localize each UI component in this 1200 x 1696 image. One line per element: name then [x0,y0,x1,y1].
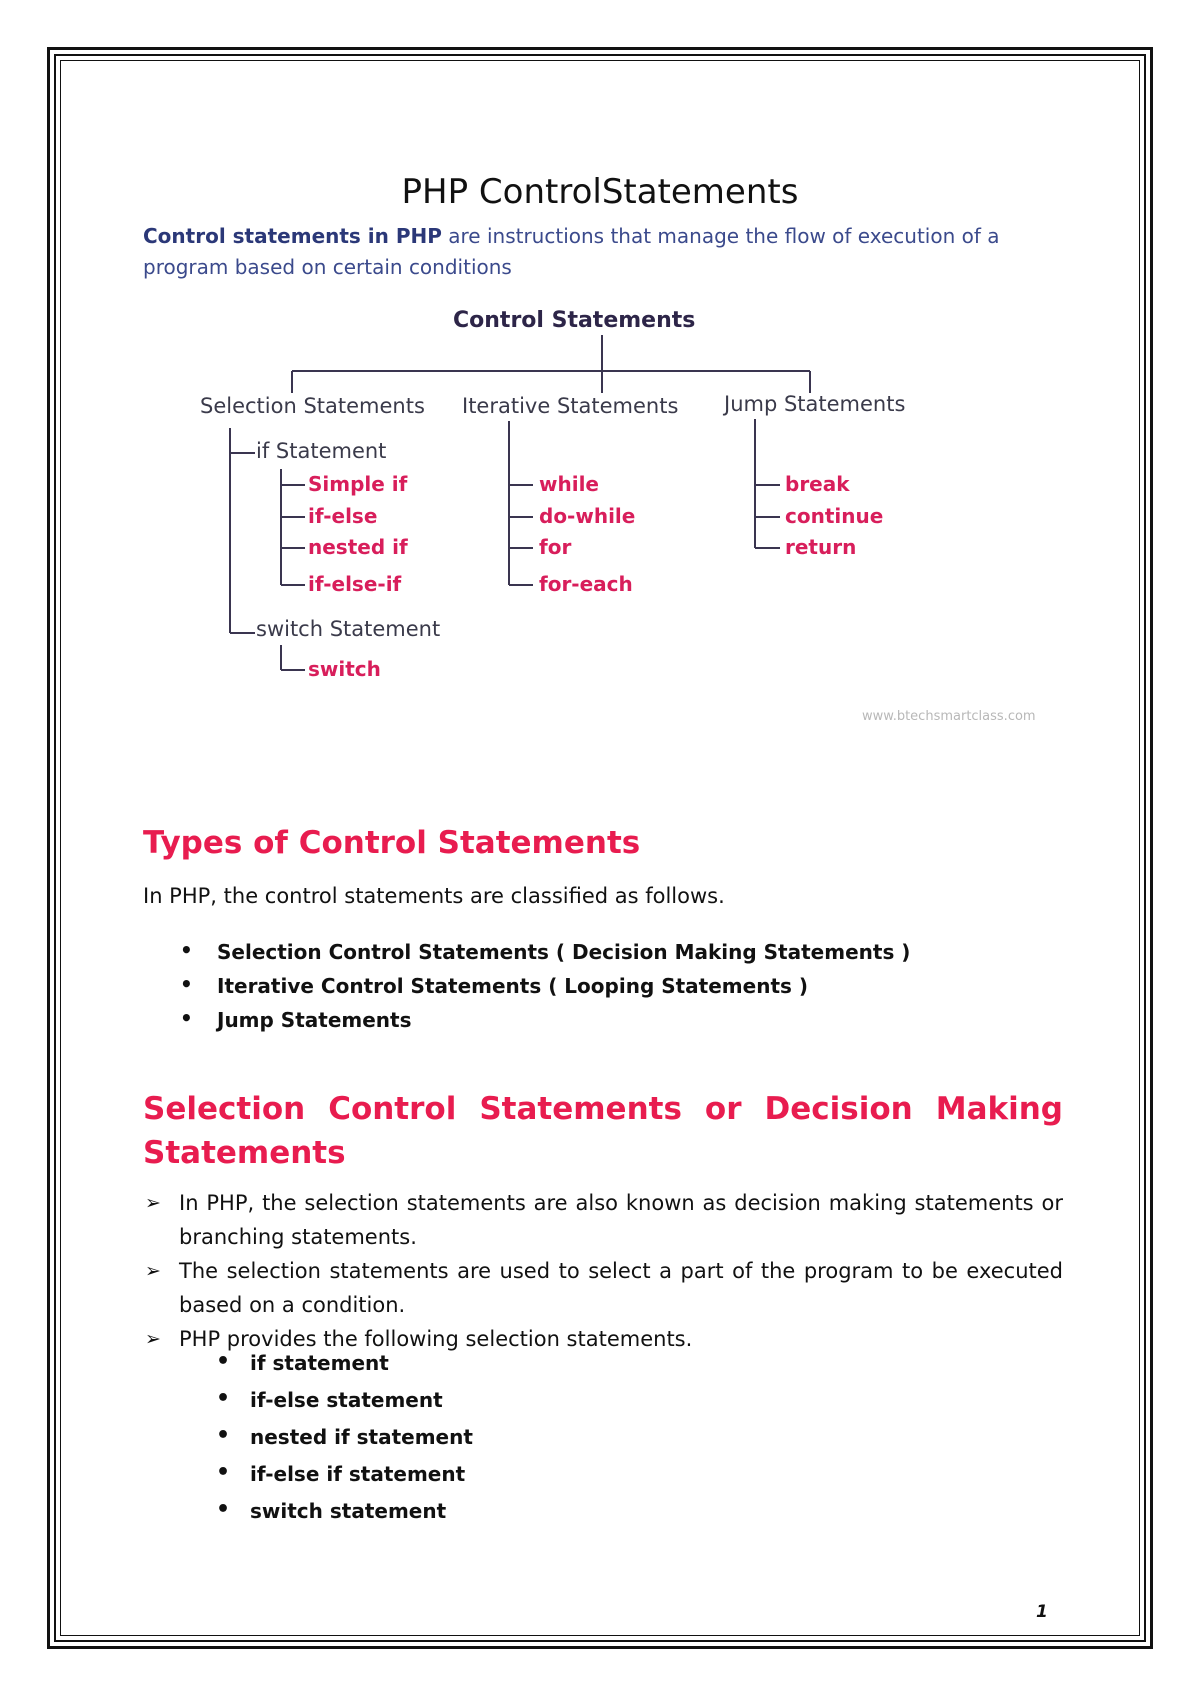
category-iterative: Iterative Statements [462,394,679,418]
selection-statement-item: • if-else statement [212,1388,473,1425]
intro-text: are instructions that manage the flow of execution of a program based on certain conditions [143,224,1000,279]
arrow-bullet-icon: ➢ [145,1328,161,1350]
selection-statement-item: • nested if statement [212,1425,473,1462]
category-jump: Jump Statements [724,392,906,416]
leaf-for-each: for-each [539,572,633,596]
leaf-break: break [785,472,850,496]
types-heading: Types of Control Statements [143,825,641,861]
leaf-continue: continue [785,504,884,528]
types-list-item: • Iterative Control Statements ( Looping Statements ) [175,974,910,1008]
selection-point-text: In PHP, the selection statements are also known as decision making statements or branching statements. [179,1191,1063,1249]
leaf-nested-if: nested if [308,535,408,559]
selection-statement-item: • if statement [212,1351,473,1388]
page-title: PHP ControlStatements [401,172,799,212]
types-list-item: • Jump Statements [175,1008,910,1042]
intro-paragraph [143,221,1043,283]
arrow-bullet-icon: ➢ [145,1192,161,1214]
leaf-switch: switch [308,657,381,681]
page-number: 1 [1036,1602,1048,1622]
types-list-item: • Selection Control Statements ( Decision Making Statements ) [175,940,910,974]
leaf-return: return [785,535,857,559]
leaf-if-else: if-else [308,504,378,528]
selection-point [143,1186,1063,1254]
leaf-simple-if: Simple if [308,472,408,496]
intro-bold-term: Control statements in PHP [143,224,442,248]
selection-statement-item: • switch statement [212,1499,473,1536]
selection-points-list [143,1186,1063,1356]
types-list [175,940,910,1042]
arrow-bullet-icon: ➢ [145,1260,161,1282]
selection-point-text: The selection statements are used to select a part of the program to be executed based on a condition. [179,1259,1063,1317]
diagram-root-label: Control Statements [453,308,696,333]
types-paragraph: In PHP, the control statements are classified as follows. [143,884,725,908]
leaf-if-else-if: if-else-if [308,572,402,596]
selection-statements-list [212,1351,473,1536]
category-selection: Selection Statements [200,394,425,418]
leaf-for: for [539,535,572,559]
switch-statement-label: switch Statement [256,617,441,641]
leaf-do-while: do-while [539,504,636,528]
leaf-while: while [539,472,599,496]
control-statements-diagram [200,308,1060,795]
diagram-watermark: www.btechsmartclass.com [862,709,1036,724]
selection-point-text: PHP provides the following selection statements. [179,1327,693,1351]
selection-statement-item: • if-else if statement [212,1462,473,1499]
selection-point [143,1254,1063,1322]
selection-heading: Selection Control Statements or Decision Making Statements [143,1091,1063,1171]
if-statement-label: if Statement [256,439,387,463]
